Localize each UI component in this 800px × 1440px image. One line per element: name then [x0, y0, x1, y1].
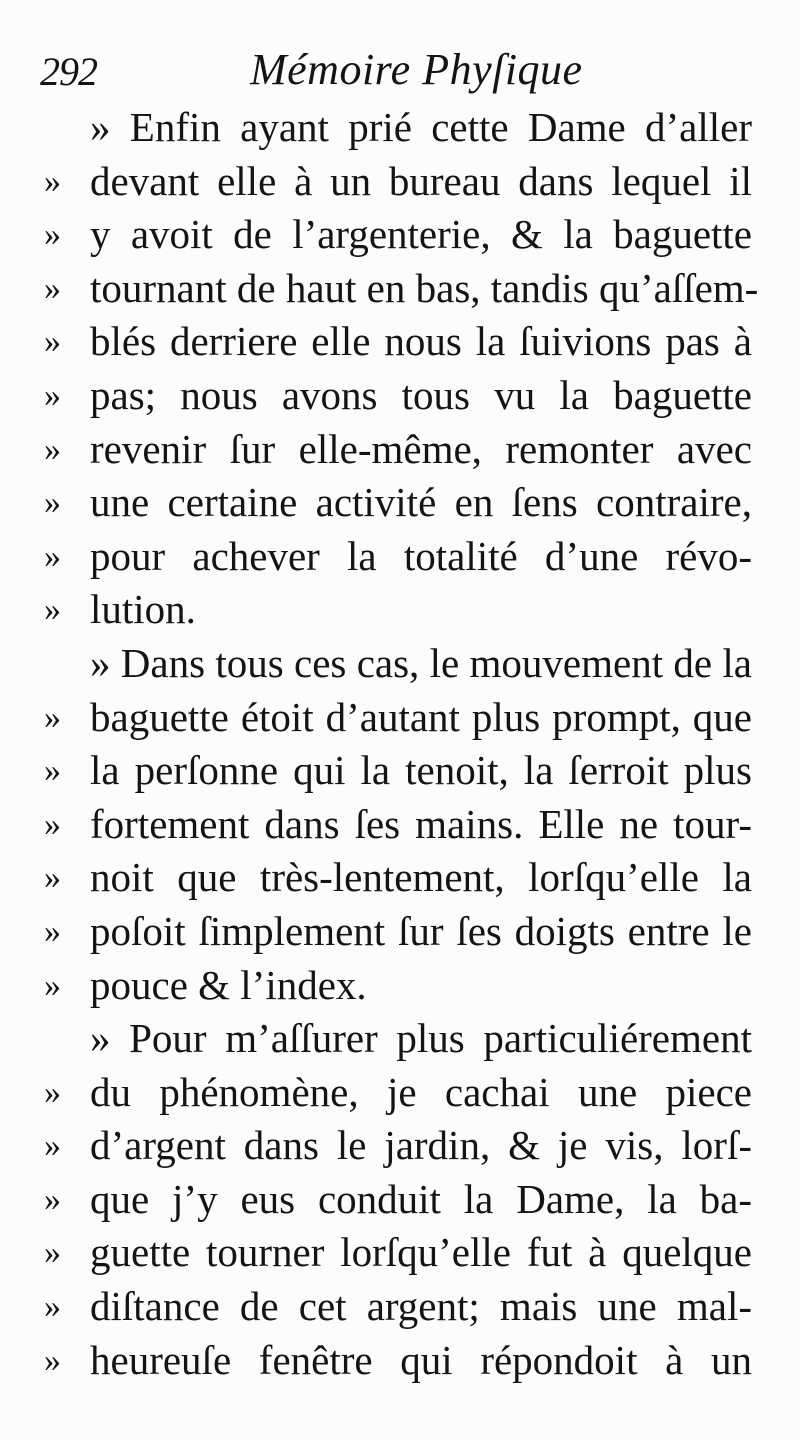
text-line — [0, 1280, 800, 1334]
line-text: heureuſe fenêtre qui répondoit à un — [90, 1336, 752, 1383]
quote-marker: » — [44, 805, 61, 843]
line-text: la perſonne qui la tenoit, la ſerroit plus — [90, 747, 752, 794]
line-text: noit que très-lentement, lorſqu’elle la — [90, 854, 752, 901]
text-line — [0, 798, 800, 852]
line-text: » Dans tous ces cas, le mouvement de la — [90, 639, 752, 686]
quote-marker: » — [44, 323, 61, 361]
text-line — [0, 315, 800, 369]
text-line — [0, 530, 800, 584]
line-text: devant elle à un bureau dans lequel il — [90, 157, 752, 204]
running-title: Mémoire Phyſique — [250, 45, 583, 94]
line-text: » Enfin ayant prié cette Dame d’aller — [90, 104, 752, 150]
text-line — [0, 476, 800, 530]
quote-marker: » — [44, 430, 61, 468]
line-text: tournant de haut en bas, tandis qu’aſſem- — [90, 264, 759, 311]
text-line — [0, 262, 800, 316]
line-text: d’argent dans le jardin, & je vis, lorſ- — [90, 1122, 752, 1169]
text-line — [0, 691, 800, 745]
text-line — [0, 959, 800, 1013]
quote-marker: » — [44, 484, 61, 522]
line-text: fortement dans ſes mains. Elle ne tour- — [90, 800, 752, 847]
text-line — [0, 851, 800, 905]
text-line — [0, 423, 800, 477]
quote-marker: » — [44, 162, 61, 200]
line-text: pour achever la totalité d’une révo- — [90, 532, 752, 579]
quote-marker: » — [44, 591, 61, 629]
running-head — [0, 40, 800, 100]
text-line — [0, 1066, 800, 1120]
quote-marker: » — [44, 859, 61, 897]
quote-marker: » — [44, 1234, 61, 1272]
quote-marker: » — [44, 537, 61, 575]
line-text: que j’y eus conduit la Dame, la ba- — [90, 1175, 752, 1222]
text-line — [0, 583, 800, 637]
text-line — [0, 369, 800, 423]
line-text: guette tourner lorſqu’elle fut à quelque — [90, 1229, 752, 1276]
line-text: revenir ſur elle-même, remonter avec — [90, 425, 752, 472]
line-text: baguette étoit d’autant plus prompt, que — [90, 693, 752, 740]
text-line — [0, 1012, 800, 1066]
quote-marker: » — [44, 752, 61, 790]
line-text: pouce & l’index. — [90, 961, 367, 1008]
line-text: lution. — [90, 586, 196, 633]
page-number: 292 — [40, 49, 97, 94]
quote-marker: » — [44, 376, 61, 414]
quote-marker: » — [44, 966, 61, 1004]
quote-marker: » — [44, 1341, 61, 1379]
quote-marker: » — [44, 269, 61, 307]
text-line — [0, 744, 800, 798]
line-text: y avoit de l’argenterie, & la baguette — [90, 211, 752, 258]
text-line — [0, 1334, 800, 1388]
text-line — [0, 637, 800, 691]
text-line — [0, 1226, 800, 1280]
line-text: pas; nous avons tous vu la baguette — [90, 371, 752, 418]
body-text — [0, 101, 800, 1387]
text-line — [0, 155, 800, 209]
line-text: une certaine activité en ſens contraire, — [90, 479, 752, 526]
quote-marker: » — [44, 1180, 61, 1218]
text-line — [0, 1119, 800, 1173]
quote-marker: » — [44, 216, 61, 254]
line-text: blés derriere elle nous la ſuivions pas à — [90, 318, 752, 365]
quote-marker: » — [44, 1073, 61, 1111]
line-text: » Pour m’aſſurer plus particuliérement — [90, 1015, 752, 1062]
quote-marker: » — [44, 1288, 61, 1326]
text-line — [0, 101, 800, 155]
line-text: poſoit ſimplement ſur ſes doigts entre le — [90, 907, 752, 954]
quote-marker: » — [44, 1127, 61, 1165]
text-line — [0, 1173, 800, 1227]
text-line — [0, 208, 800, 262]
line-text: diſtance de cet argent; mais une mal- — [90, 1283, 752, 1330]
quote-marker: » — [44, 912, 61, 950]
line-text: du phénomène, je cachai une piece — [90, 1068, 752, 1115]
text-line — [0, 905, 800, 959]
quote-marker: » — [44, 698, 61, 736]
